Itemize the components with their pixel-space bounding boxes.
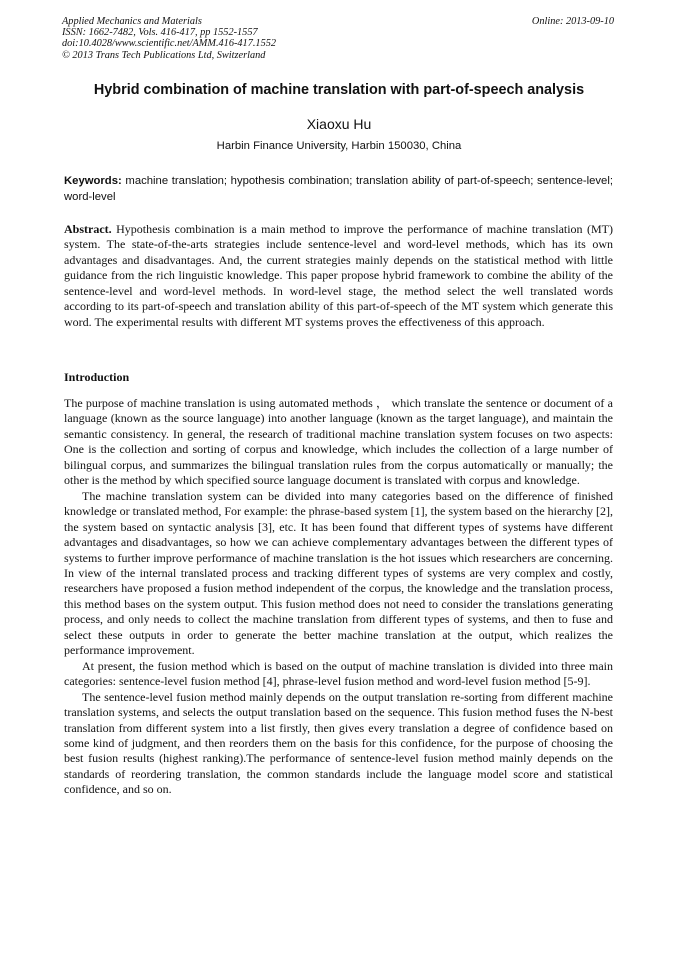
- keywords-text: machine translation; hypothesis combination; translation ability of part-of-speech; sentence-level; word-level: [64, 175, 613, 203]
- abstract-text: Hypothesis combination is a main method to improve the performance of machine translation (MT) system. The state-of-the-arts strategies include sentence-level and word-level methods, which has its own advantages and disadvantages. And, the current strategies mainly depends on the statistical method with little guidance from the rich linguistic knowledge. This paper propose hybrid framework to combine the ability of the sentence-level and word-level methods. In word-level stage, the method select the well translated words according to its part-of-speech and translation ability of this part-of-speech of the MT system which generate this word. The experimental results with different MT systems proves the effectiveness of this approach.: [64, 222, 613, 329]
- paragraph: The purpose of machine translation is using automated methods ， which translate the sentence or document of a language (known as the source language) into another language (known as the target language), and maintain the semantic consistency. In general, the research of traditional machine translation system focuses on two aspects: One is the collection and sorting of corpus and knowledge, which includes the collection of a large number of bilingual corpus, and summarizes the bilingual translation rules from the corpus automatically or manually; the other is the method by which specified source language document is translated with corpus and knowledge.: [64, 396, 613, 488]
- online-date: Online: 2013-09-10: [531, 16, 614, 27]
- author-name: Xiaoxu Hu: [306, 116, 372, 132]
- journal-name: Applied Mechanics and Materials: [62, 16, 202, 27]
- affiliation: Harbin Finance University, Harbin 150030, China: [216, 140, 462, 152]
- copyright-line: © 2013 Trans Tech Publications Ltd, Switzerland: [62, 49, 266, 61]
- introduction-body: [64, 396, 613, 798]
- paragraph: At present, the fusion method which is based on the output of machine translation is divided into three main categories: sentence-level fusion method [4], phrase-level fusion method and word-level fusion method [5-9].: [64, 658, 613, 689]
- issn-line: ISSN: 1662-7482, Vols. 416-417, pp 1552-1557: [62, 27, 258, 39]
- paragraph: The machine translation system can be divided into many categories based on the difference of finished knowledge or translated method, For example: the phrase-based system [1], the system based on the hierarchy [2], the system based on syntactic analysis [3], etc. It has been found that different types of systems have different advantages and disadvantages, so how we can achieve complementary advantages between the different types of systems to further improve performance of machine translation is the hot issues which researchers are concerning. In view of the internal translated process and tracking different types of systems are very complex and costly, researchers have proposed a fusion method independent of the corpus, the knowledge and the translation process, this method bases on the system output. This fusion method does not need to consider the translations generating process, and only needs to collect the machine translation from different types of systems, and then to fuse and select these outputs in order to generate the better machine translation at the output, which realizes the performance improvement.: [64, 488, 613, 658]
- keywords-label: Keywords:: [64, 175, 122, 187]
- doi-line: doi:10.4028/www.scientific.net/AMM.416-417.1552: [62, 38, 277, 50]
- paragraph: The sentence-level fusion method mainly depends on the output translation re-sorting from different machine translation systems, and selects the output translation based on the sequence. This fusion method fuses the N-best translation from different system into a list firstly, then gives every translation a degree of confidence based on some kind of judgment, and then reorders them on the basis for this confidence, for the purpose of choosing the best fusion results (highest ranking).The performance of sentence-level fusion method mainly depends on the standards of reordering translation, the common standards include the language model score and statistical confidence, and so on.: [64, 689, 613, 797]
- abstract: [64, 222, 613, 330]
- journal-header: [62, 16, 276, 61]
- abstract-label: Abstract.: [64, 222, 112, 236]
- section-heading-introduction: Introduction: [64, 370, 130, 384]
- keywords: [64, 173, 613, 205]
- paper-title: Hybrid combination of machine translation with part-of-speech analysis: [93, 82, 585, 98]
